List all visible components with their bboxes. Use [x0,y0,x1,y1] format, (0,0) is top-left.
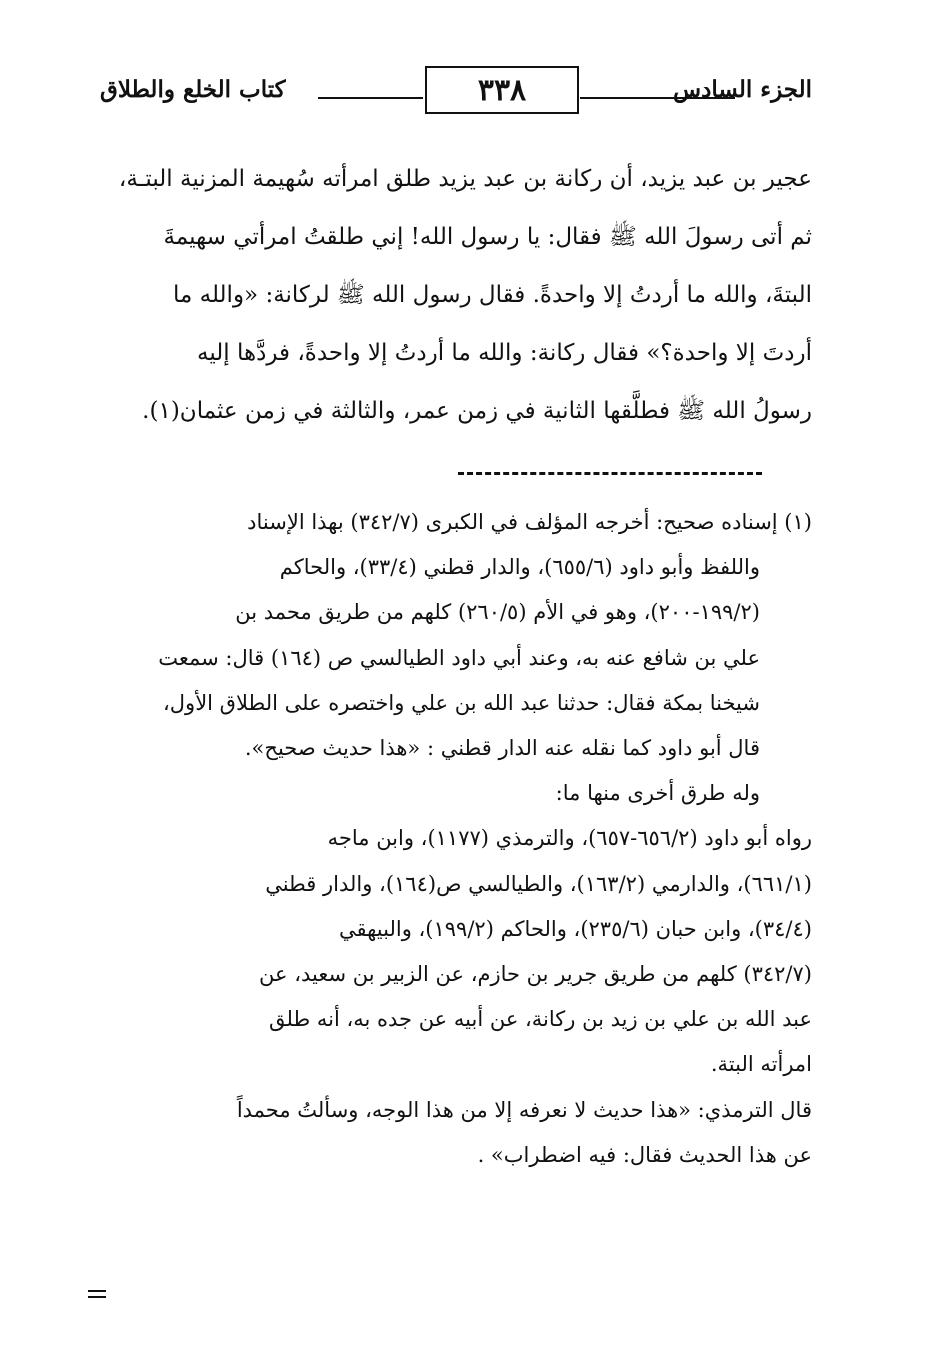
chapter-title: كتاب الخلع والطلاق [100,76,286,103]
footnote-line: (٦٦١/١)، والدارمي (١٦٣/٢)، والطيالسي ص(١٦٤)، والدار قطني [265,871,812,896]
text-line: أردتَ إلا واحدة؟» فقال ركانة: والله ما أردتُ إلا واحدةً، فردَّها إليه [196,340,812,366]
footnote-line: رواه أبو داود (٦٥٦/٢-٦٥٧)، والترمذي (١١٧٧)، وابن ماجه [327,826,812,851]
footnote-line: (٣٤٢/٧) كلهم من طريق جرير بن حازم، عن الزبير بن سعيد، عن [259,962,812,987]
footnote-line: عبد الله بن علي بن زيد بن ركانة، عن أبيه عن جده به، أنه طلق [268,1007,812,1032]
page-number: ٣٣٨ [425,66,579,114]
footnote-line: قال الترمذي: «هذا حديث لا نعرفه إلا من هذا الوجه، وسألتُ محمداً [236,1097,812,1122]
text-line: البتةَ، والله ما أردتُ إلا واحدةً. فقال رسول الله ﷺ لركانة: «والله ما [172,282,812,308]
footnotes [88,500,812,1178]
main-text [100,150,812,440]
header-rule-left [318,97,423,99]
footnote-line: (٣٤/٤)، وابن حبان (٢٣٥/٦)، والحاكم (١٩٩/٢)، والبيهقي [339,916,812,941]
text-line: ثم أتى رسولَ الله ﷺ فقال: يا رسول الله! إني طلقتُ امرأتي سهيمةَ [163,224,812,250]
footnote-line: (١) إسناده صحيح: أخرجه المؤلف في الكبرى (٣٤٢/٧) بهذا الإسناد [247,510,812,534]
footnote-line: شيخنا بمكة فقال: حدثنا عبد الله بن علي واختصره على الطلاق الأول، [163,690,760,715]
footnote-line: عن هذا الحديث فقال: فيه اضطراب» . [477,1142,812,1167]
footnote-line: قال أبو داود كما نقله عنه الدار قطني : «هذا حديث صحيح». [244,736,760,761]
footnote-line: واللفظ وأبو داود (٦٥٥/٦)، والدار قطني (٣٣/٤)، والحاكم [279,555,760,580]
part-title: الجزء السادس [673,76,812,103]
footnote-line: امرأته البتة. [710,1052,812,1077]
footnote-separator [458,472,762,475]
text-line: رسولُ الله ﷺ فطلَّقها الثانية في زمن عمر، والثالثة في زمن عثمان(١). [142,398,812,424]
text-line: عجير بن عبد يزيد، أن ركانة بن عبد يزيد طلق امرأته سُهيمة المزنية البتـة، [118,166,812,192]
page-header [100,66,812,118]
footnote-line: علي بن شافع عنه به، وعند أبي داود الطيالسي ص (١٦٤) قال: سمعت [158,645,760,670]
footnote-line: (١٩٩/٢-٢٠٠)، وهو في الأم (٢٦٠/٥) كلهم من طريق محمد بن [235,600,760,625]
header-rule-right [580,97,735,99]
end-mark [88,1290,106,1298]
footnote-line: وله طرق أخرى منها ما: [555,781,760,806]
